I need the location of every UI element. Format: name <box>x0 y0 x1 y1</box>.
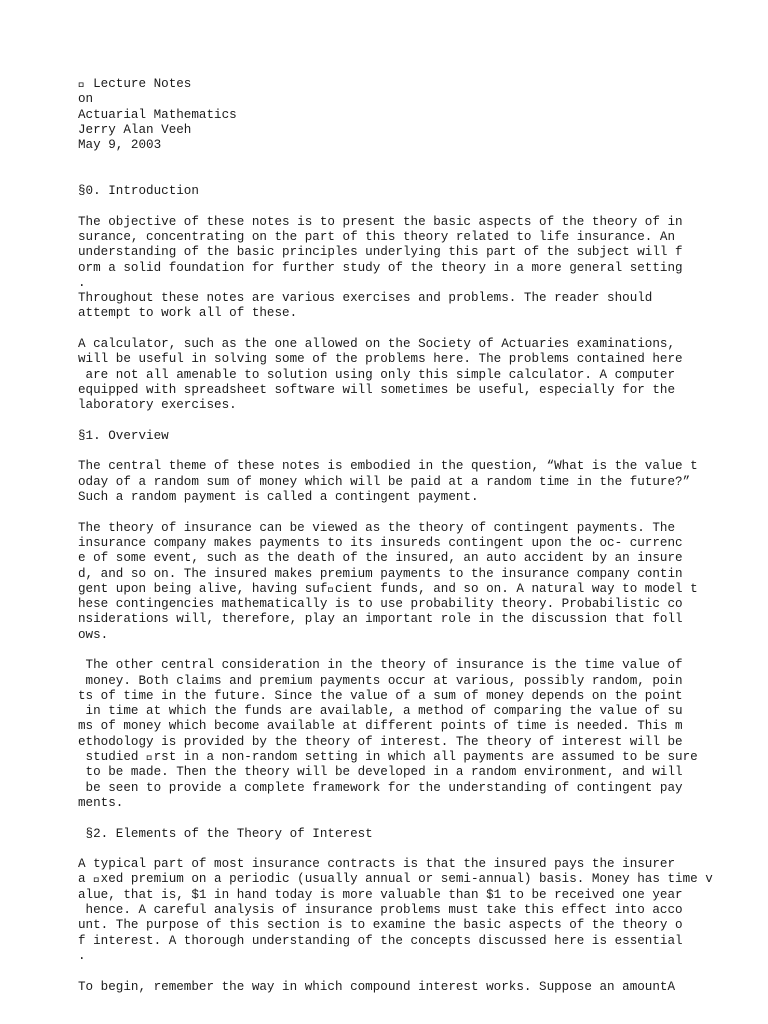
text-line: d, and so on. The insured makes premium payments to the insurance company contin <box>78 566 683 581</box>
paragraph <box>78 215 758 322</box>
paragraph <box>78 337 758 413</box>
title-block <box>78 77 758 153</box>
text-line: gent upon being alive, having suf cient funds, and so on. A natural way to model t <box>78 581 698 596</box>
paragraph <box>78 658 758 811</box>
text-line: orm a solid foundation for further study of the theory in a more general setting <box>78 260 683 275</box>
title-line: Lecture Notes <box>78 77 192 91</box>
text-line: will be useful in solving some of the problems here. The problems contained here <box>78 352 683 367</box>
text-line: understanding of the basic principles underlying this part of the subject will f <box>78 245 683 260</box>
text-line: in time at which the funds are available, a method of comparing the value of su <box>78 704 683 719</box>
text-line: to be made. Then the theory will be developed in a random environment, and will <box>78 765 683 780</box>
text-line: hence. A careful analysis of insurance problems must take this effect into acco <box>78 903 683 918</box>
text-line: be seen to provide a complete framework for the understanding of contingent pay <box>78 780 683 795</box>
text-line: ments. <box>78 795 124 810</box>
text-line: ts of time in the future. Since the value of a sum of money depends on the point <box>78 688 683 703</box>
text-line: To begin, remember the way in which compound interest works. Suppose an amountA <box>78 979 676 994</box>
text-line: attempt to work all of these. <box>78 306 298 321</box>
text-line: ms of money which become available at different points of time is needed. This m <box>78 719 683 734</box>
text-line: surance, concentrating on the part of this theory related to life insurance. An <box>78 229 676 244</box>
text-line: a xed premium on a periodic (usually annual or semi-annual) basis. Money has time v <box>78 872 713 887</box>
title-line: Actuarial Mathematics <box>78 107 237 122</box>
text-line: The other central consideration in the theory of insurance is the time value of <box>78 658 683 673</box>
spacer <box>78 169 758 184</box>
text-line: are not all amenable to solution using only this simple calculator. A computer <box>78 367 676 382</box>
text-line: A typical part of most insurance contracts is that the insured pays the insurer <box>78 857 676 872</box>
text-line: ethodology is provided by the theory of interest. The theory of interest will be <box>78 734 683 749</box>
text-line: alue, that is, $1 in hand today is more valuable than $1 to be received one year <box>78 887 683 902</box>
section-theory-of-interest <box>78 827 758 995</box>
text-line: studied rst in a non-random setting in which all payments are assumed to be sure <box>78 750 698 765</box>
section-heading: §2. Elements of the Theory of Interest <box>78 826 373 841</box>
text-line: . <box>78 275 86 290</box>
text-line: f interest. A thorough understanding of the concepts discussed here is essential <box>78 933 683 948</box>
text-line: nsiderations will, therefore, play an important role in the discussion that foll <box>78 612 683 627</box>
text-line: Throughout these notes are various exercises and problems. The reader should <box>78 291 653 306</box>
text-line: money. Both claims and premium payments occur at various, possibly random, poin <box>78 673 683 688</box>
text-line: equipped with spreadsheet software will sometimes be useful, especially for the <box>78 382 676 397</box>
paragraph <box>78 857 758 964</box>
spacer <box>78 153 758 168</box>
section-overview <box>78 429 758 811</box>
title-line: on <box>78 92 94 107</box>
date-line: May 9, 2003 <box>78 138 162 153</box>
text-line: e of some event, such as the death of the insured, an auto accident by an insure <box>78 551 683 566</box>
text-line: laboratory exercises. <box>78 398 237 413</box>
paragraph <box>78 459 758 505</box>
text-line: hese contingencies mathematically is to use probability theory. Probabilistic co <box>78 597 683 612</box>
text-line: insurance company makes payments to its insureds contingent upon the oc- currenc <box>78 535 683 550</box>
text-line: The central theme of these notes is embodied in the question, “What is the value t <box>78 459 698 474</box>
text-line: oday of a random sum of money which will be paid at a random time in the future?” <box>78 474 691 489</box>
section-heading: §1. Overview <box>78 428 169 443</box>
text-line: ows. <box>78 627 109 642</box>
section-introduction <box>78 184 758 413</box>
section-heading: §0. Introduction <box>78 184 199 199</box>
text-line: unt. The purpose of this section is to examine the basic aspects of the theory o <box>78 918 683 933</box>
text-line: . <box>78 948 86 963</box>
paragraph <box>78 521 758 643</box>
text-line: A calculator, such as the one allowed on the Society of Actuaries examinations, <box>78 337 676 352</box>
text-line: The objective of these notes is to present the basic aspects of the theory of in <box>78 214 683 229</box>
paragraph <box>78 980 758 995</box>
document-page <box>78 77 758 995</box>
text-line: The theory of insurance can be viewed as the theory of contingent payments. The <box>78 520 676 535</box>
author-line: Jerry Alan Veeh <box>78 122 192 137</box>
text-line: Such a random payment is called a contingent payment. <box>78 490 479 505</box>
